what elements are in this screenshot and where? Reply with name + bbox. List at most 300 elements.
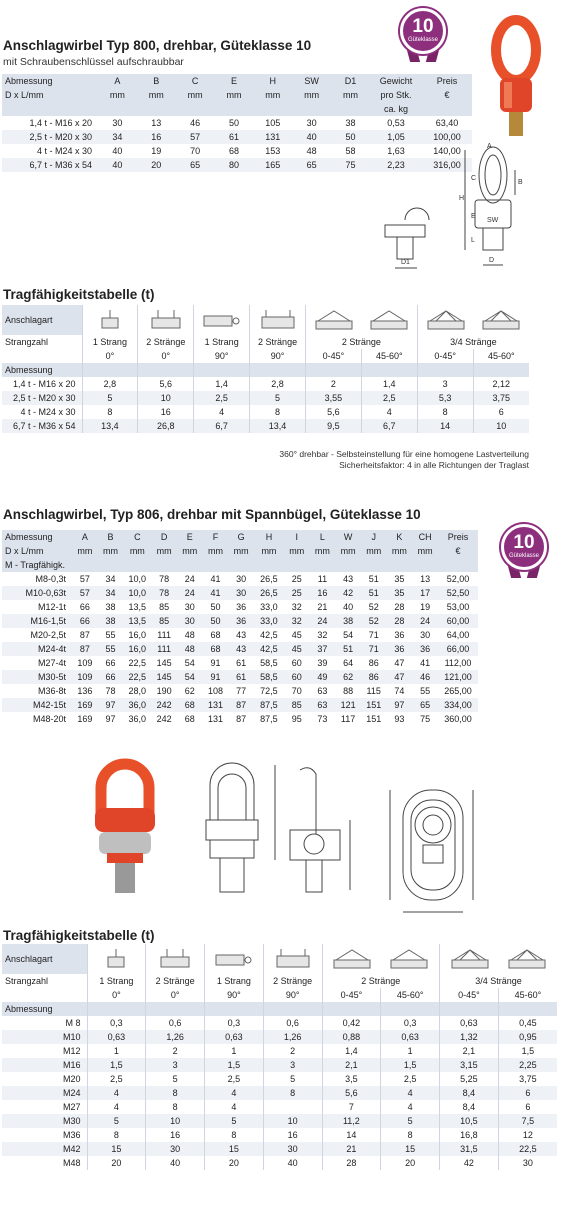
capacity-cell: 10,5 [440,1114,499,1128]
table-cell: 75 [420,714,431,724]
table-cell: 42,5 [260,630,278,640]
header-cell: CH [412,530,438,544]
angle-row [2,349,529,363]
capacity-cell: 1,5 [87,1058,146,1072]
strang-cell: 2 Stränge [146,974,205,988]
table-cell: 41 [210,574,221,584]
svg-text:H: H [459,195,465,202]
table-cell: 87 [72,642,98,656]
header-cell: mm [284,544,310,558]
header-cell: M - Tragfähigk. [2,558,72,572]
capacity-cell: 0,3 [205,1016,264,1030]
capacity-cell: 10 [146,1114,205,1128]
header-cell: € [438,544,478,558]
table-cell: 24 [412,614,438,628]
table-cell: 0,53 [387,118,405,128]
table-cell: 30 [112,118,123,128]
capacity-row [2,1142,557,1156]
table-cell: 22,5 [128,658,147,668]
capacity-cell: 6 [498,1100,557,1114]
capacity-row [2,1156,557,1170]
table-cell: 40 [343,602,354,612]
angle-cell: 0° [146,988,205,1002]
table-cell: M12-1t [37,602,66,612]
capacity-cell: 1,5 [205,1058,264,1072]
table-cell: 360,00 [444,714,472,724]
table-cell: 32 [317,630,328,640]
table-cell: 66,00 [438,642,478,656]
header-cell: E [177,530,203,544]
empty-cell [2,988,87,1002]
table-cell: 51 [361,586,387,600]
capacity-cell: 2,5 [361,391,417,405]
table-cell: M10-0,63t [2,586,72,600]
table-cell: 19 [151,146,162,156]
capacity-cell: 30 [263,1142,322,1156]
table-cell: 30 [306,118,317,128]
capacity-cell: 14 [417,419,473,433]
sling-icon-4 [314,309,354,331]
table-cell: 72,5 [260,686,278,696]
capacity-cell: 8 [87,1128,146,1142]
table-cell: 16,0 [123,642,151,656]
table-cell: 4 t - M24 x 30 [36,146,92,156]
table-cell: 39 [317,658,328,668]
strang-cell: 2 Stränge [306,335,418,349]
table-cell: M16-1,5t [2,614,72,628]
capacity-cell: 6,7 [361,419,417,433]
empty-cell [417,363,473,377]
capacity-cell: 8 [250,405,306,419]
table-cell: 165 [253,158,292,172]
header-cell: mm [215,88,254,102]
header-cell: mm [335,544,361,558]
capacity-row [2,1128,557,1142]
table-row [2,656,478,670]
header-row [2,544,478,558]
svg-text:E: E [471,213,476,220]
table-cell: 50 [228,118,239,128]
angle-cell: 0° [138,349,194,363]
table-cell: 36 [387,642,413,656]
capacity-cell: 2,8 [82,377,138,391]
capacity-cell: 2 [146,1044,205,1058]
capacity-cell: 1,32 [440,1030,499,1044]
table-row [2,572,478,586]
table-cell: 43 [228,642,254,656]
empty-cell [263,1002,322,1016]
table-cell: 50 [210,602,221,612]
header-cell: D1 [331,74,370,88]
empty-cell [194,363,250,377]
sling-icon-3 [273,948,313,970]
table-cell: 36 [394,630,405,640]
header-cell: I [284,530,310,544]
angle-cell: 45-60° [381,988,440,1002]
table-cell: 64 [343,658,354,668]
capacity-cell: 1,5 [498,1044,557,1058]
capacity-cell: 2,5 [87,1072,146,1086]
header-cell [98,558,124,572]
table-cell: 68 [210,630,221,640]
strang-cell: 2 Stränge [250,335,306,349]
capacity-cell: M12 [62,1046,81,1056]
capacity-cell: 0,63 [440,1016,499,1030]
table-cell: 33,0 [254,614,284,628]
strang-cell: 2 Stränge [138,335,194,349]
header-cell [438,558,478,572]
capacity-cell: 40 [146,1156,205,1170]
header-row [2,74,472,88]
capacity-cell: M 8 [65,1018,81,1028]
table-cell: 34 [98,130,137,144]
table-cell: 21 [317,602,328,612]
table-cell: 46 [190,118,201,128]
header-cell [215,102,254,116]
angle-cell: 90° [263,988,322,1002]
table-cell: 63 [317,686,328,696]
header-cell [2,102,98,116]
capacity-cell: 22,5 [498,1142,557,1156]
abmessung-row [2,363,529,377]
sling-diagram-cell [250,305,306,335]
angle-cell: 45-60° [361,349,417,363]
capacity-cell: 11,2 [322,1114,381,1128]
table-cell: 73 [317,714,328,724]
header-cell: C [176,74,215,88]
empty-cell [440,1002,499,1016]
capacity-cell: 0,42 [322,1016,381,1030]
table-cell: 169 [72,698,98,712]
table-cell: 47 [387,670,413,684]
table-cell: 24 [177,586,203,600]
capacity-cell: 20 [381,1156,440,1170]
table-cell: 25 [291,574,302,584]
table-cell: 61 [215,130,254,144]
table-cell: 13,5 [128,602,147,612]
table-cell: 121 [335,698,361,712]
table-cell: 49 [310,670,336,684]
capacity-cell: 3 [417,377,473,391]
strang-cell: 2 Stränge [322,974,440,988]
capacity-cell: 16 [138,405,194,419]
capacity-cell: 1,4 t - M16 x 20 [12,379,76,389]
table-cell: 58 [345,146,356,156]
capacity-cell: 5 [82,391,138,405]
capacity-cell: 6,7 [194,419,250,433]
table-cell: M42-15t [2,698,72,712]
header-cell: mm [292,88,331,102]
capacity-cell: M16 [2,1058,87,1072]
sling-diagram-cell [306,305,418,335]
table-cell: 151 [366,714,382,724]
table-cell: M20-2,5t [30,630,66,640]
table-cell: 55 [105,630,116,640]
capacity-title-1: Tragfähigkeitstabelle (t) [3,287,155,302]
capacity-cell: 5 [205,1114,264,1128]
header-cell [422,102,472,116]
sling-diagram-cell [263,944,322,974]
capacity-cell: 4 [194,405,250,419]
table-cell: 60 [291,658,302,668]
table-cell: 87 [236,714,247,724]
strangzahl-label: Strangzahl [5,337,49,347]
table-cell: 111 [151,642,177,656]
table-cell: 30 [184,602,195,612]
table-cell: 48 [184,630,195,640]
capacity-cell: 2,5 [194,391,250,405]
empty-cell [138,363,194,377]
sling-diagram-cell [194,305,250,335]
angle-cell: 45-60° [473,349,529,363]
abmessung-label: Abmessung [2,1002,87,1016]
table-cell: 190 [156,686,172,696]
capacity-table-2 [2,944,557,1170]
table-cell: 43 [236,630,247,640]
table-cell: 68 [177,698,203,712]
table-cell: 68 [228,146,239,156]
angle-cell: 90° [205,988,264,1002]
table-cell: 17 [412,586,438,600]
strangzahl-label: Strangzahl [5,976,49,986]
table-cell: 48 [177,642,203,656]
table-cell: 57 [72,586,98,600]
table-cell: 30 [236,574,247,584]
header-cell: mm [387,544,413,558]
table-cell: 38 [345,118,356,128]
capacity-row [2,1058,557,1072]
table-cell: 169 [77,714,93,724]
table-cell: 86 [361,670,387,684]
capacity-cell: 5,6 [322,1086,381,1100]
table-cell: 36 [236,602,247,612]
capacity-cell: 3,5 [322,1072,381,1086]
header-cell: Preis [422,74,472,88]
sling-diagram-cell [87,944,146,974]
capacity-cell: 5,3 [417,391,473,405]
capacity-cell: 0,95 [498,1030,557,1044]
table-cell: 50 [331,130,370,144]
table-row [2,642,478,656]
capacity-cell: 10 [263,1114,322,1128]
dimension-drawing-800 [375,140,555,275]
table-cell: 117 [340,714,356,724]
capacity-cell: 1 [87,1044,146,1058]
table-cell: 40 [292,130,331,144]
capacity-cell: 14 [322,1128,381,1142]
capacity-cell: 21 [322,1142,381,1156]
table-cell: 24 [310,614,336,628]
table-cell: 30 [177,614,203,628]
table-cell: 41 [203,586,229,600]
sling-diagram-cell [82,305,138,335]
capacity-cell: 1 [381,1044,440,1058]
anschlagart-row [2,944,557,974]
table-cell: 68 [184,714,195,724]
capacity-row [2,419,529,433]
header-cell [253,102,292,116]
header-cell: A [72,530,98,544]
table-cell: 66 [105,658,116,668]
capacity-row [2,1072,557,1086]
header-cell: B [137,74,176,88]
table-cell: 33,0 [260,602,278,612]
table-row [2,116,472,130]
header-row [2,102,472,116]
table-cell: 131 [207,714,223,724]
table-cell: 93 [394,714,405,724]
capacity-cell: 5,25 [440,1072,499,1086]
empty-cell [2,349,82,363]
header-cell: J [361,530,387,544]
header-cell: Preis [438,530,478,544]
table-cell: 46 [412,670,438,684]
capacity-cell: 1,4 [322,1044,381,1058]
table-cell: 85 [151,614,177,628]
capacity-cell: 3 [146,1058,205,1072]
table-cell: 38 [98,614,124,628]
angle-cell: 90° [250,349,306,363]
header-cell: SW [292,74,331,88]
table-cell: 61 [236,658,247,668]
header-row [2,88,472,102]
header-cell [335,558,361,572]
header-cell: pro Stk. [370,88,422,102]
capacity-title-2: Tragfähigkeitstabelle (t) [3,928,155,943]
capacity-cell: M36 [62,1130,81,1140]
capacity-row [2,377,529,391]
capacity-cell: 4 [361,405,417,419]
table-cell: 265,00 [444,686,472,696]
capacity-cell: 15 [87,1142,146,1156]
sling-icon-5 [389,948,429,970]
table-row [2,670,478,684]
header-cell: D x L/mm [2,88,98,102]
header-cell [412,558,438,572]
capacity-cell: 13,4 [82,419,138,433]
table-cell: 54 [177,670,203,684]
header-cell: F [203,530,229,544]
table-cell: M48-20t [32,714,66,724]
capacity-cell: 0,63 [87,1030,146,1044]
table-cell: 60,00 [438,614,478,628]
table-cell: 11 [317,574,328,584]
capacity-cell: 28 [322,1156,381,1170]
table-cell: 40 [112,146,123,156]
strangzahl-row [2,335,529,349]
capacity-cell: 15 [205,1142,264,1156]
header-cell: mm [151,544,177,558]
table-cell: 74 [394,686,405,696]
table-cell: 100,00 [422,130,472,144]
anschlagart-row [2,305,529,335]
capacity-cell: 16,8 [440,1128,499,1142]
strangzahl-row [2,974,557,988]
table-cell: 66 [72,614,98,628]
table-cell: 111 [157,630,171,640]
table-cell: 41 [420,658,431,668]
strang-cell: 1 Strang [82,335,138,349]
capacity-cell: 40 [263,1156,322,1170]
strang-cell: 1 Strang [194,335,250,349]
angle-row [2,988,557,1002]
capacity-cell: 5,6 [306,405,362,419]
capacity-row [2,1016,557,1030]
sling-diagram-cell [138,305,194,335]
angle-cell: 0° [82,349,138,363]
capacity-row [2,405,529,419]
table-cell: 42 [335,586,361,600]
sling-icon-2 [202,309,242,331]
table-cell: 36 [412,642,438,656]
table-cell: 6,7 t - M36 x 54 [2,158,98,172]
capacity-cell: 5 [146,1072,205,1086]
empty-cell [498,1002,557,1016]
capacity-cell: 5 [250,391,306,405]
table-cell: 34 [98,586,124,600]
sling-icon-1 [146,309,186,331]
table-cell: 108 [207,686,223,696]
abmessung-row [2,1002,557,1016]
capacity-cell: 4 [381,1100,440,1114]
table-cell: 35 [394,574,405,584]
table-cell: 61 [228,670,254,684]
empty-cell [473,363,529,377]
svg-text:SW: SW [487,217,499,224]
capacity-cell: 3,75 [473,391,529,405]
sling-diagram-cell [417,305,529,335]
spec-table-806 [2,530,478,726]
table-cell: 97 [105,714,116,724]
svg-text:C: C [471,175,477,182]
table-cell: 80 [215,158,254,172]
strang-cell: 1 Strang [87,974,146,988]
table-cell: 16 [310,586,336,600]
sling-diagram-cell [146,944,205,974]
table-cell: 70 [190,146,201,156]
table-cell: 30 [420,630,431,640]
empty-cell [87,1002,146,1016]
table-row [2,684,478,698]
table-cell: 2,23 [370,158,422,172]
table-cell: 66 [79,602,90,612]
table-cell: 140,00 [433,146,461,156]
table-cell: 131 [203,698,229,712]
table-cell: 54 [343,630,354,640]
sling-icon-7 [481,309,521,331]
table-row [2,586,478,600]
capacity-cell: 26,8 [138,419,194,433]
table-cell: 77 [236,686,247,696]
table-cell: 242 [151,698,177,712]
capacity-cell: 5 [263,1072,322,1086]
capacity-cell: 4 t - M24 x 30 [20,407,76,417]
table-cell: 68 [203,642,229,656]
capacity-cell: M27 [62,1102,81,1112]
header-cell: mm [361,544,387,558]
capacity-cell: 2,12 [473,377,529,391]
table-cell: 50 [203,614,229,628]
table-cell: 71 [361,642,387,656]
table-cell: 78 [151,586,177,600]
header-cell [203,558,229,572]
sling-diagram-cell [205,944,264,974]
header-cell: A [98,74,137,88]
svg-text:A: A [487,143,492,150]
table-cell: 32 [291,602,302,612]
capacity-row [2,391,529,405]
capacity-cell: 2,5 [205,1072,264,1086]
